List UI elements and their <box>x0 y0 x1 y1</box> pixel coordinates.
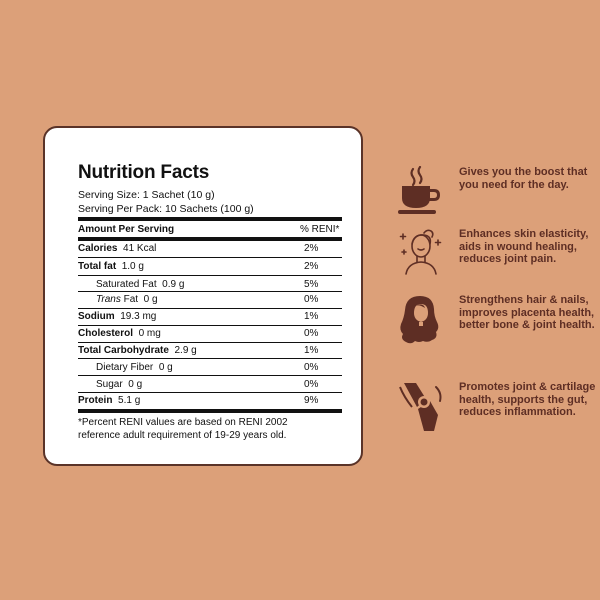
row-name: Saturated Fat <box>96 279 157 290</box>
row-amount: 0 g <box>143 294 158 305</box>
nutrition-title: Nutrition Facts <box>78 162 210 183</box>
row-pct: 1% <box>304 311 319 322</box>
row-divider <box>78 325 342 326</box>
row-pct: 0% <box>304 328 319 339</box>
amount-per-serving-label: Amount Per Serving <box>78 224 175 235</box>
feature-text: Gives you the boost that you need for the day. <box>459 166 588 191</box>
row-name: Total fat <box>78 261 117 272</box>
row-divider <box>78 375 342 376</box>
thick-divider <box>78 409 342 413</box>
row-pct: 2% <box>304 261 319 272</box>
row-name-italic: Trans <box>96 294 121 305</box>
nutrition-facts-card <box>43 126 363 466</box>
row-pct: 1% <box>304 345 319 356</box>
row-amount: 5.1 g <box>118 395 141 406</box>
row-pct: 5% <box>304 279 319 290</box>
row-amount: 0 g <box>128 379 143 390</box>
row-amount: 0 g <box>158 362 173 373</box>
row-name: Dietary Fiber <box>96 362 154 373</box>
row-amount: 0 mg <box>138 328 161 339</box>
thick-divider <box>78 217 342 221</box>
feature-item-skin <box>398 228 598 298</box>
serving-per-pack: Serving Per Pack: 10 Sachets (100 g) <box>78 203 254 215</box>
row-name: Fat <box>123 294 139 305</box>
row-divider <box>78 358 342 359</box>
row-pct: 0% <box>304 294 319 305</box>
row-divider <box>78 342 342 343</box>
coffee-cup-icon <box>398 166 444 218</box>
footnote <box>78 416 288 442</box>
knee-joint-icon <box>398 381 444 433</box>
row-divider <box>78 392 342 393</box>
row-divider <box>78 291 342 292</box>
glowing-face-icon <box>398 228 444 280</box>
row-divider <box>78 275 342 276</box>
feature-item-energy <box>398 166 598 236</box>
row-name: Total Carbohydrate <box>78 345 169 356</box>
row-amount: 2.9 g <box>174 345 197 356</box>
row-name: Sugar <box>96 379 123 390</box>
row-pct: 0% <box>304 362 319 373</box>
row-name: Calories <box>78 243 118 254</box>
feature-text: Enhances skin elasticity, aids in wound healing, reduces joint pain. <box>459 228 589 265</box>
feature-item-joint <box>398 381 598 451</box>
footnote-line: reference adult requirement of 19-29 years old. <box>78 430 287 441</box>
row-pct: 2% <box>304 243 319 254</box>
row-amount: 1.0 g <box>121 261 144 272</box>
feature-item-hair <box>398 294 598 364</box>
footnote-line: *Percent RENI values are based on RENI 2002 <box>78 417 288 428</box>
serving-size: Serving Size: 1 Sachet (10 g) <box>78 189 215 201</box>
row-pct: 0% <box>304 379 319 390</box>
thick-divider <box>78 237 342 241</box>
reni-header: % RENI* <box>300 224 340 235</box>
row-name: Protein <box>78 395 113 406</box>
row-amount: 19.3 mg <box>120 311 157 322</box>
row-divider <box>78 308 342 309</box>
feature-text: Strengthens hair & nails, improves placenta health, better bone & joint health. <box>459 294 595 331</box>
row-divider <box>78 257 342 258</box>
hair-icon <box>398 294 444 346</box>
feature-text: Promotes joint & cartilage health, supports the gut, reduces inflammation. <box>459 381 596 418</box>
row-name: Cholesterol <box>78 328 134 339</box>
row-amount: 0.9 g <box>162 279 185 290</box>
row-name: Sodium <box>78 311 115 322</box>
row-pct: 9% <box>304 395 319 406</box>
row-amount: 41 Kcal <box>123 243 157 254</box>
